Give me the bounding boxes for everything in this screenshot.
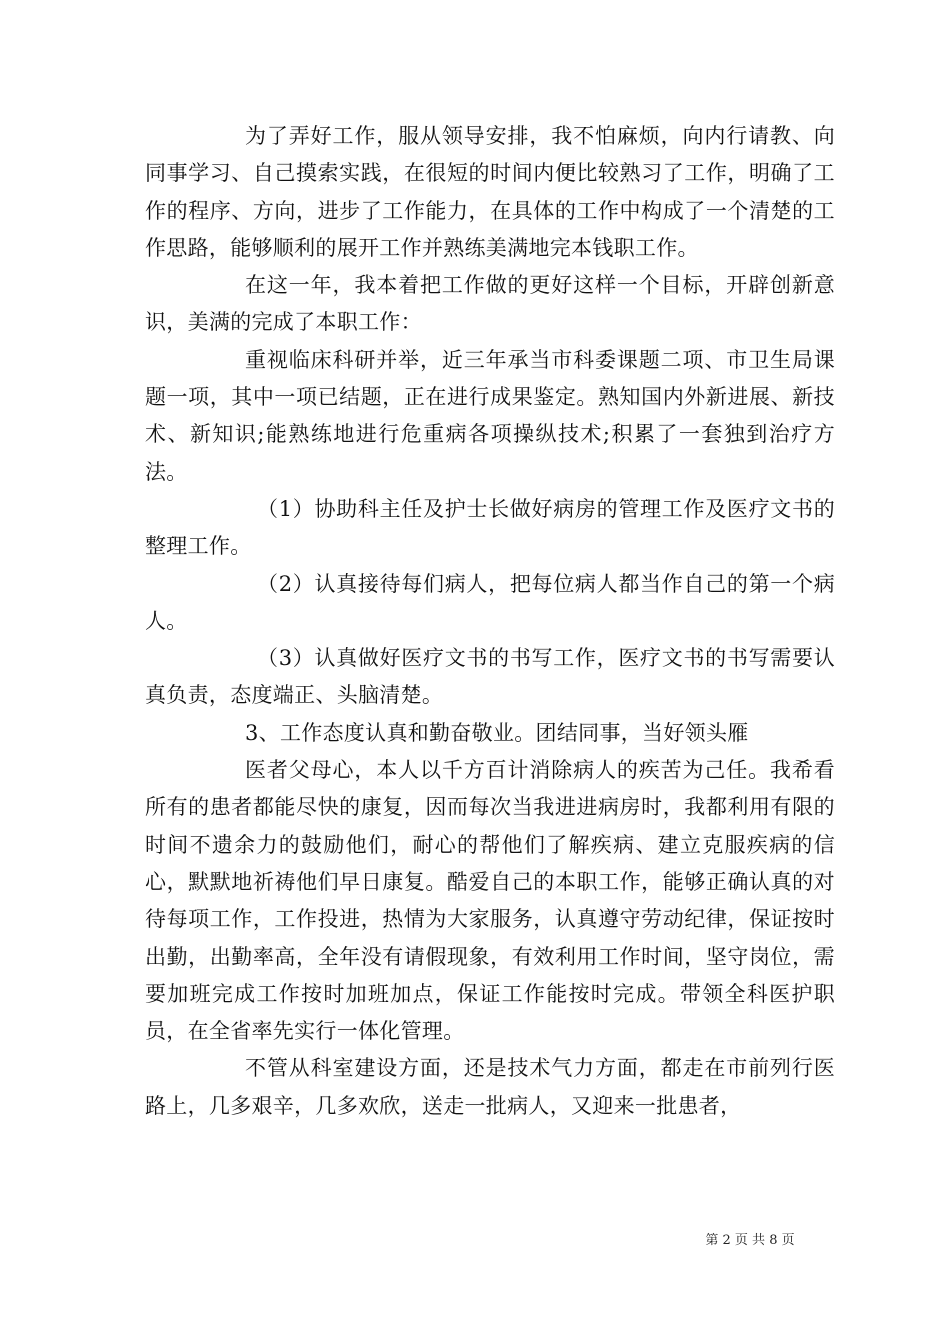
paragraph-work-approach: 为了弄好工作，服从领导安排，我不怕麻烦，向内行请教、向同事学习、自己摸索实践，在很短的时间内便比较熟习了工作，明确了工作的程序、方向，进步了工作能力，在具体的工作中构成了一个清楚的工作思路，能够顺利的展开工作并熟练美满地完本钱职工作。 [145, 124, 835, 260]
paragraph-department-building: 不管从科室建设方面，还是技术气力方面，都走在市前列行医路上，几多艰辛，几多欢欣，送走一批病人，又迎来一批患者， [145, 1056, 835, 1118]
document-body [145, 118, 835, 1125]
list-item-1: （1）协助科主任及护士长做好病房的管理工作及医疗文书的整理工作。 [145, 496, 835, 559]
paragraph-doctor-duty: 医者父母心，本人以千方百计消除病人的疾苦为己任。我希看所有的患者都能尽快的康复，因而每次当我进进病房时，我都利用有限的时间不遗余力的鼓励他们，耐心的帮他们了解疾病、建立克服疾病的信心，默默地祈祷他们早日康复。酷爱自己的本职工作，能够正确认真的对待每项工作，工作投进，热情为大家服务，认真遵守劳动纪律，保证按时出勤，出勤率高，全年没有请假现象，有效利用工作时间，坚守岗位，需要加班完成工作按时加班加点，保证工作能按时完成。带领全科医护职员，在全省率先实行一体化管理。 [145, 758, 835, 1044]
section-heading-work-attitude: 3、工作态度认真和勤奋敬业。团结同事，当好领头雁 [245, 720, 749, 745]
list-item-2: （2）认真接待每们病人，把每位病人都当作自己的第一个病人。 [145, 571, 835, 633]
list-item-3: （3）认真做好医疗文书的书写工作，医疗文书的书写需要认真负责，态度端正、头脑清楚。 [145, 646, 835, 708]
page-indicator: 第 2 页 共 8 页 [705, 1233, 795, 1248]
paragraph-clinical-research: 重视临床科研并举，近三年承当市科委课题二项、市卫生局课题一项，其中一项已结题，正在进行成果鉴定。熟知国内外新进展、新技术、新知识;能熟练地进行危重病各项操纵技术;积累了一套独到治疗方法。 [145, 347, 835, 484]
paragraph-year-goal: 在这一年，我本着把工作做的更好这样一个目标，开辟创新意识，美满的完成了本职工作： [145, 273, 835, 335]
